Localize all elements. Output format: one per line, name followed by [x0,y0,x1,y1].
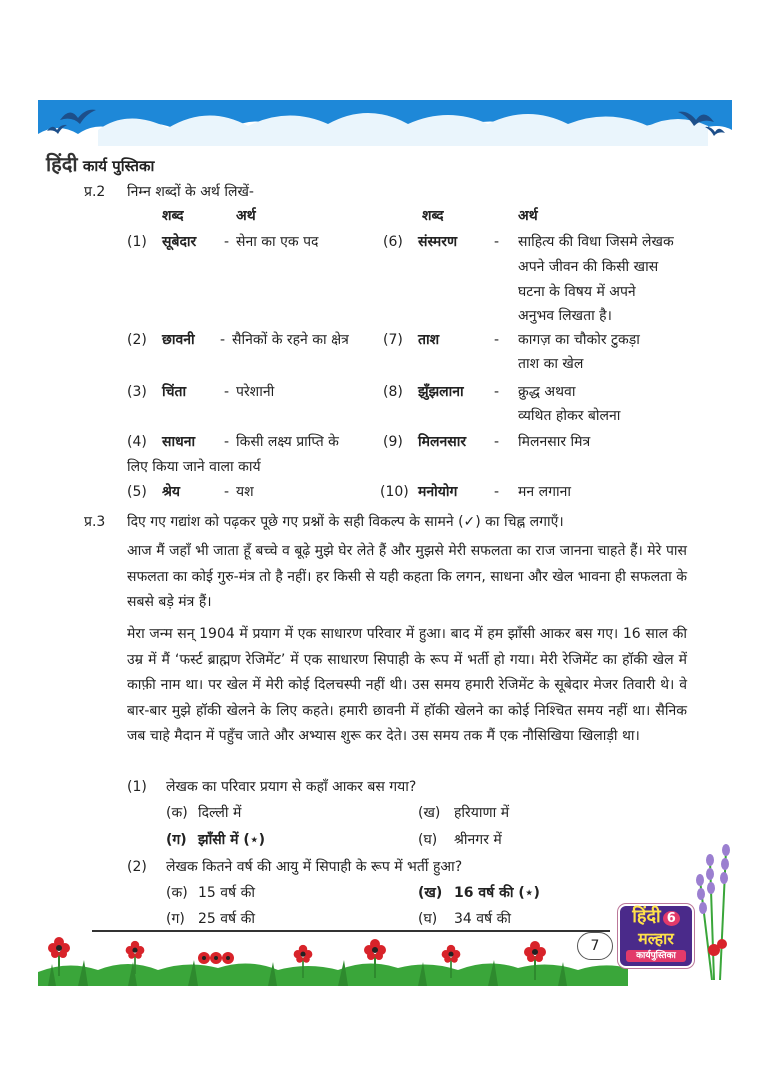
word-meaning: साहित्य की विधा जिसमे लेखक [518,234,674,250]
flower-icon [520,940,550,980]
word-dash: - [224,484,230,500]
option-label[interactable]: (ख) [418,805,441,821]
option-text[interactable]: हरियाणा में [454,805,510,821]
word-dash: - [494,484,500,500]
word-dash: - [494,332,500,348]
option-text-correct[interactable]: झाँसी में (⋆) [198,832,265,848]
word-meaning: यश [236,484,254,500]
word-meaning-continued: लिए किया जाने वाला कार्य [127,459,261,475]
column-header-meaning: अर्थ [236,208,256,224]
page-number: 7 [577,932,613,960]
word-meaning: सैनिकों के रहने का क्षेत्र [232,332,349,348]
option-text-correct[interactable]: 16 वर्ष की (⋆) [454,885,540,901]
word-term: मिलनसार [418,434,467,450]
word-meaning: किसी लक्ष्य प्राप्ति के [236,434,339,450]
word-meaning-continued: अनुभव लिखता है। [518,308,612,324]
word-number: (5) [127,484,147,500]
word-number: (9) [383,434,403,450]
word-term: संस्मरण [418,234,458,250]
option-label[interactable]: (क) [166,885,188,901]
word-meaning: परेशानी [236,384,275,400]
column-header-meaning: अर्थ [518,208,538,224]
word-term: ताश [418,332,440,348]
sky-cloud-banner [38,100,732,146]
flower-icon [44,936,74,976]
flower-icon [438,944,464,978]
option-text[interactable]: दिल्ली में [198,805,242,821]
word-number: (7) [383,332,403,348]
question-number: प्र.3 [84,514,106,530]
badge-series: मल्हार [638,929,674,948]
word-term: छावनी [162,332,195,348]
option-label[interactable]: (घ) [418,832,438,848]
column-header-word: शब्द [422,208,444,224]
question-number: प्र.2 [84,184,106,200]
option-text[interactable]: श्रीनगर में [454,832,502,848]
word-term: मनोयोग [418,484,458,500]
word-meaning: क्रुद्ध अथवा [518,384,576,400]
flower-icon [290,944,316,978]
word-dash: - [224,234,230,250]
word-term: श्रेय [162,484,181,500]
bird-icon [704,124,726,138]
badge-title: हिंदी [632,906,661,927]
flower-icon [360,938,390,978]
badge-grade: 6 [663,911,680,926]
word-dash: - [494,234,500,250]
lavender-icon [690,840,740,980]
word-number: (10) [380,484,409,500]
brand-hindi-label: हिंदी [46,152,78,176]
word-meaning: मन लगाना [518,484,571,500]
footer-divider [92,930,610,932]
badge-subtitle: कार्यपुस्तिका [626,950,686,962]
word-number: (2) [127,332,147,348]
word-number: (1) [127,234,147,250]
mcq-number: (2) [127,859,147,875]
mcq-number: (1) [127,779,147,795]
word-term: साधना [162,434,196,450]
word-number: (6) [383,234,403,250]
brand-rest-label: कार्य पुस्तिका [82,157,155,175]
option-label[interactable]: (ग) [166,911,185,927]
word-dash: - [220,332,226,348]
passage-paragraph: आज मैं जहाँ भी जाता हूँ बच्चे व बूढ़े मुझे घेर लेते हैं और मुझसे मेरी सफलता का राज जानना चाहते हैं। मेरे पास सफलता का कोई गुरु-मंत्र तो है नहीं। हर किसी से यही कहता कि लगन, साधना और खेल भावना ही सफलता के सबसे बड़े मंत्र हैं। [127,543,687,610]
flower-icon [122,940,148,974]
column-header-word: शब्द [162,208,184,224]
option-label[interactable]: (घ) [418,911,438,927]
option-text[interactable]: 34 वर्ष की [454,911,511,927]
word-number: (4) [127,434,147,450]
mcq-question: लेखक कितने वर्ष की आयु में सिपाही के रूप में भर्ती हुआ? [166,859,463,875]
mcq-question: लेखक का परिवार प्रयाग से कहाँ आकर बस गया? [166,779,417,795]
word-term: चिंता [162,384,187,400]
word-term: झुँझलाना [418,384,464,400]
word-meaning: मिलनसार मित्र [518,434,591,450]
question-prompt: निम्न शब्दों के अर्थ लिखें- [127,184,254,200]
option-label-correct[interactable]: (ग) [166,832,187,848]
question-prompt: दिए गए गद्यांश को पढ़कर पूछे गए प्रश्नों के सही विकल्प के सामने (✓) का चिह्न लगाएँ। [127,514,564,530]
word-dash: - [224,434,230,450]
word-dash: - [494,384,500,400]
option-label-correct[interactable]: (ख) [418,885,443,901]
word-meaning-continued: घटना के विषय में अपने [518,284,636,300]
flower-icon [196,948,236,972]
book-badge-logo [620,906,692,966]
word-dash: - [224,384,230,400]
word-meaning-continued: ताश का खेल [518,356,584,372]
word-dash: - [494,434,500,450]
word-meaning-continued: अपने जीवन की किसी खास [518,259,659,275]
word-meaning-continued: व्यथित होकर बोलना [518,408,621,424]
word-number: (3) [127,384,147,400]
option-label[interactable]: (क) [166,805,188,821]
word-number: (8) [383,384,403,400]
passage-paragraph: मेरा जन्म सन् 1904 में प्रयाग में एक साधारण परिवार में हुआ। बाद में हम झाँसी आकर बस गए। 16 साल की उम्र में मैं ‘फर्स्ट ब्राह्मण रेजिमेंट’ में एक साधारण सिपाही के रूप में भर्ती हो गया। मेरी रेजिमेंट का हॉकी खेल में काफ़ी नाम था। पर खेल में मेरी कोई दिलचस्पी नहीं थी। उस समय हमारी रेजिमेंट के सूबेदार मेजर तिवारी थे। वे बार-बार मुझे हॉकी खेलने के लिए कहते। हमारी छावनी में हॉकी खेलने का कोई निश्चित समय नहीं था। सैनिक जब चाहे मैदान में पहुँच जाते और अभ्यास शुरू कर देते। उस समय तक मैं एक नौसिखिया खिलाड़ी था। [127,626,687,744]
option-text[interactable]: 15 वर्ष की [198,885,255,901]
word-term: सूबेदार [162,234,197,250]
word-meaning: सेना का एक पद [236,234,319,250]
option-text[interactable]: 25 वर्ष की [198,911,255,927]
bird-icon [46,122,68,136]
word-meaning: कागज़ का चौकोर टुकड़ा [518,332,640,348]
workbook-title [46,150,154,177]
